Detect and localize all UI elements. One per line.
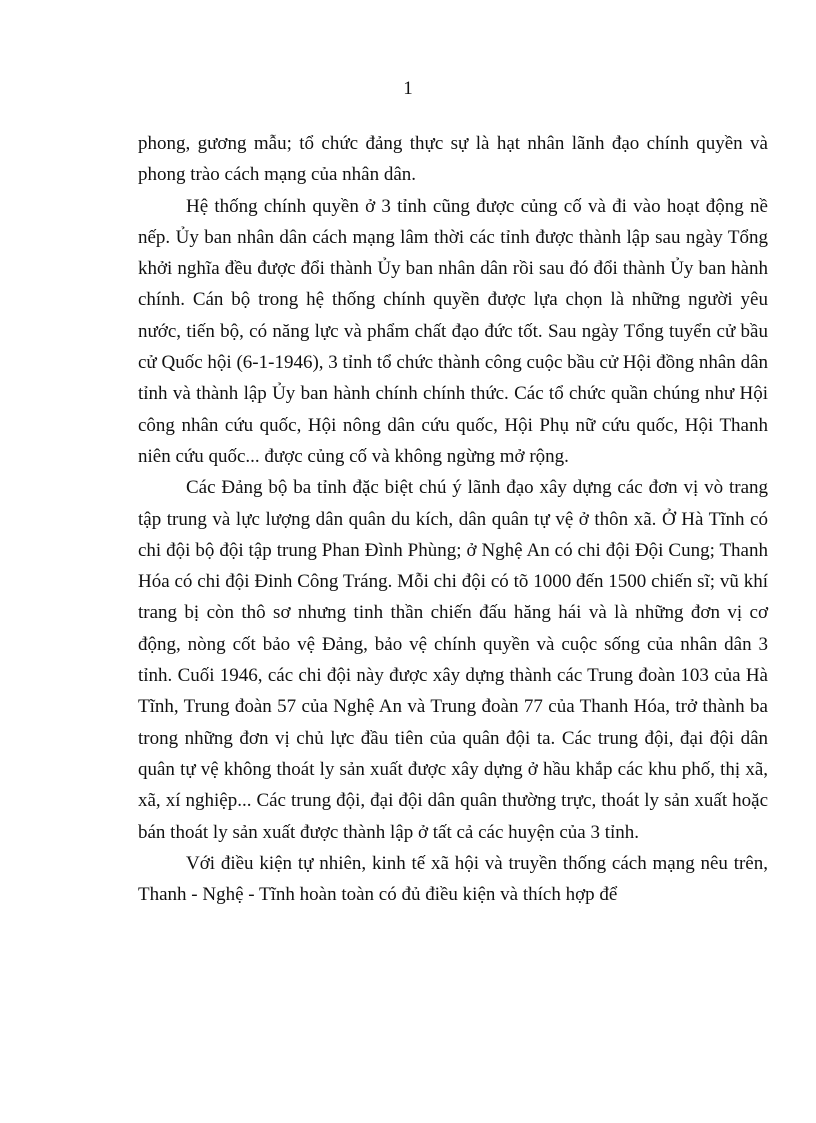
body-text: [138, 128, 768, 910]
paragraph-continued: phong, gương mẫu; tổ chức đảng thực sự là hạt nhân lãnh đạo chính quyền và phong trào cách mạng của nhân dân.: [138, 133, 768, 186]
paragraph-armed-forces: Các Đảng bộ ba tỉnh đặc biệt chú ý lãnh đạo xây dựng các đơn vị vò trang tập trung và lực lượng dân quân du kích, dân quân tự vệ ở thôn xã. Ở Hà Tĩnh có chi đội bộ đội tập trung Phan Đình Phùng; ở Nghệ An có chi đội Đội Cung; Thanh Hóa có chi đội Đinh Công Tráng. Mỗi chi đội có tõ 1000 đến 1500 chiến sĩ; vũ khí trang bị còn thô sơ nhưng tinh thần chiến đấu hăng hái và là những đơn vị cơ động, nòng cốt bảo vệ Đảng, bảo vệ chính quyền và cuộc sống của nhân dân 3 tỉnh. Cuối 1946, các chi đội này được xây dựng thành các Trung đoàn 103 của Hà Tĩnh, Trung đoàn 57 của Nghệ An và Trung đoàn 77 của Thanh Hóa, trở thành ba trong những đơn vị chủ lực đầu tiên của quân đội ta. Các trung đội, đại đội dân quân tự vệ không thoát ly sản xuất được xây dựng ở hầu khắp các khu phố, thị xã, xã, xí nghiệp... Các trung đội, đại đội dân quân thường trực, thoát ly sản xuất hoặc bán thoát ly sản xuất được thành lập ở tất cả các huyện của 3 tỉnh.: [138, 477, 768, 843]
paragraph-conditions: Với điều kiện tự nhiên, kinh tế xã hội và truyền thống cách mạng nêu trên, Thanh - Nghệ - Tĩnh hoàn toàn có đủ điều kiện và thích hợp để: [138, 852, 768, 906]
page-number: 1: [403, 78, 413, 99]
paragraph-government-system: Hệ thống chính quyền ở 3 tỉnh cũng được củng cố và đi vào hoạt động nề nếp. Ủy ban nhân dân cách mạng lâm thời các tỉnh được thành lập sau ngày Tổng khởi nghĩa đều được đổi thành Ủy ban nhân dân rồi sau đó đổi thành Ủy ban hành chính. Cán bộ trong hệ thống chính quyền được lựa chọn là những người yêu nước, tiến bộ, có năng lực và phẩm chất đạo đức tốt. Sau ngày Tổng tuyển cử bầu cử Quốc hội (6-1-1946), 3 tỉnh tổ chức thành công cuộc bầu cử Hội đồng nhân dân tỉnh và thành lập Ủy ban hành chính chính thức. Các tổ chức quần chúng như Hội công nhân cứu quốc, Hội nông dân cứu quốc, Hội Phụ nữ cứu quốc, Hội Thanh niên cứu quốc... được củng cố và không ngừng mở rộng.: [138, 195, 768, 467]
